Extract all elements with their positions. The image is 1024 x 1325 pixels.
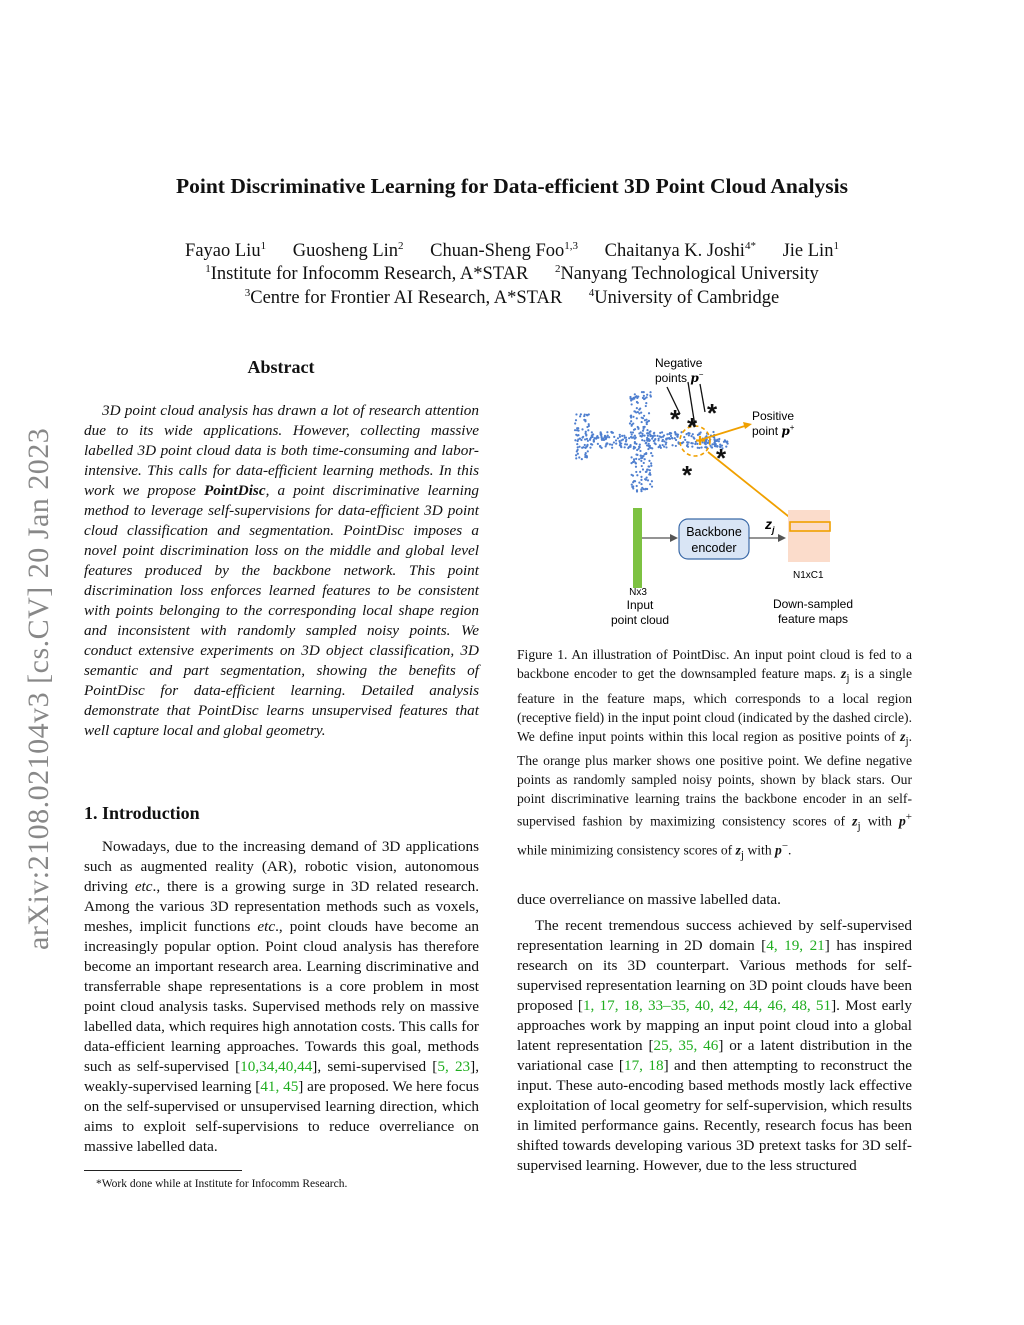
point: [587, 429, 589, 431]
point: [638, 448, 640, 450]
citation-link[interactable]: 10,34,40,44: [240, 1058, 313, 1075]
point: [606, 436, 608, 438]
point: [647, 440, 649, 442]
point: [597, 443, 599, 445]
point: [718, 438, 720, 440]
author-list: [0, 240, 1024, 262]
point: [690, 442, 692, 444]
point: [619, 436, 621, 438]
point: [712, 431, 714, 433]
point: [658, 446, 660, 448]
point: [645, 419, 647, 421]
point: [632, 485, 634, 487]
point: [629, 446, 631, 448]
point: [666, 433, 668, 435]
star-icon: *: [687, 412, 698, 442]
point: [642, 468, 644, 470]
point: [649, 483, 651, 485]
point: [705, 443, 707, 445]
paper-title: Point Discriminative Learning for Data-efficient 3D Point Cloud Analysis: [175, 174, 849, 198]
point: [710, 446, 712, 448]
arxiv-id: arXiv:2108.02104v3 [cs.CV] 20 Jan 2023: [22, 427, 55, 950]
point: [671, 444, 673, 446]
feature-map: [788, 510, 830, 562]
point: [643, 434, 645, 436]
point: [633, 448, 635, 450]
point: [651, 447, 653, 449]
point: [686, 445, 688, 447]
point: [696, 443, 698, 445]
point: [640, 476, 642, 478]
point: [638, 482, 640, 484]
point: [580, 413, 582, 415]
point: [624, 446, 626, 448]
point: [641, 421, 643, 423]
citation-link[interactable]: 41, 45: [260, 1078, 299, 1095]
point: [589, 447, 591, 449]
point: [639, 471, 641, 473]
affiliations-line2: [0, 287, 1024, 309]
point: [620, 446, 622, 448]
affiliation: $^3$Centre for Frontier AI Research, A*STAR: [244, 287, 563, 309]
point: [635, 453, 637, 455]
point: [632, 461, 634, 463]
point: [661, 431, 663, 433]
point: [587, 450, 589, 452]
point: [641, 465, 643, 467]
point: [646, 394, 648, 396]
point: [653, 439, 655, 441]
point: [629, 422, 631, 424]
arxiv-stamp: [22, 427, 62, 990]
point: [697, 447, 699, 449]
point: [625, 437, 627, 439]
point: [649, 474, 651, 476]
point: [635, 458, 637, 460]
point: [657, 439, 659, 441]
negative-label-2: points p−: [655, 370, 704, 385]
point: [591, 443, 593, 445]
point: [591, 431, 593, 433]
point: [621, 435, 623, 437]
svg-text:Backbone: Backbone: [686, 525, 742, 539]
point: [617, 437, 619, 439]
point: [631, 474, 633, 476]
point: [611, 444, 613, 446]
point: [613, 441, 615, 443]
point: [639, 435, 641, 437]
point: [577, 446, 579, 448]
point: [646, 469, 648, 471]
abstract-heading: Abstract: [247, 357, 315, 377]
intro-paragraph-1: Nowadays, due to the increasing demand of 3D applications such as augmented reality (AR), robotic vision, autonomous driving etc., there is a growing surge in 3D related research. Among the various 3D representation methods such as voxels, meshes, implicit functions etc., point clouds have become an increasingly popular option. Point cloud analysis has therefore become an important research area. Learning discriminative and transferrable shape representations is a core problem in most point cloud analysis tasks. Supervised methods rely on massive labelled data, which requires high annotation costs. This calls for data-efficient learning approaches. Towards this goal, methods such as self-supervised [10,34,40,44], semi-supervised [5, 23], weakly-supervised learning [41, 45] are proposed. We here focus on the self-supervised or unsupervised learning direction, which aims to exploit self-supervisions to reduce overreliance on massive labelled data.: [84, 838, 480, 1155]
point: [637, 395, 639, 397]
point: [645, 452, 647, 454]
author: Chuan-Sheng Foo$^{1,3}$: [430, 240, 579, 262]
svg-text:encoder: encoder: [691, 541, 737, 555]
point: [656, 435, 658, 437]
point: [636, 407, 638, 409]
point: [632, 431, 634, 433]
point: [574, 422, 576, 424]
point: [649, 435, 651, 437]
point: [647, 448, 649, 450]
point: [639, 450, 641, 452]
point: [631, 424, 633, 426]
point: [644, 397, 646, 399]
point: [611, 431, 613, 433]
point: [585, 434, 587, 436]
point: [651, 486, 653, 488]
point: [631, 484, 633, 486]
point: [587, 440, 589, 442]
point: [659, 432, 661, 434]
point: [630, 420, 632, 422]
point: [631, 433, 633, 435]
point: [576, 429, 578, 431]
intro-paragraph-2: duce overreliance on massive labelled data. The recent tremendous success achieved by self-supervised representation learning in 2D domain [4, 19, 21] has inspired research on its 3D counterpart. Various methods for self-supervised representation learning on 3D point clouds have been proposed [1, 17, 18, 33–35, 40, 42, 44, 46, 48, 51]. Most early approaches work by mapping an input point cloud into a global latent representation [25, 35, 46] or a latent distribution in the variational case [17, 18] and then attempting to reconstruct the input. These auto-encoding based methods mostly lack effective exploitation of local geometry for self-supervision, which results in limited performance gains. Recently, research focus has been shifted towards developing various 3D pretext tasks for 3D self-supervised learning. However, due to the less structured: [517, 891, 912, 1174]
point: [584, 454, 586, 456]
point: [665, 443, 667, 445]
point: [576, 443, 578, 445]
point: [651, 480, 653, 482]
point: [713, 438, 715, 440]
point: [684, 439, 686, 441]
point: [670, 435, 672, 437]
author: Jie Lin$^1$: [782, 240, 839, 262]
author: Chaitanya K. Joshi$^{4*}$: [604, 240, 756, 262]
point: [625, 440, 627, 442]
point: [632, 398, 634, 400]
point: [650, 462, 652, 464]
affiliation: $^2$Nanyang Technological University: [554, 263, 819, 285]
star-icon: *: [707, 398, 718, 428]
affiliation: $^4$University of Cambridge: [588, 287, 780, 309]
point: [701, 441, 703, 443]
point: [600, 433, 602, 435]
point: [646, 437, 648, 439]
point: [584, 444, 586, 446]
point: [659, 435, 661, 437]
point: [643, 395, 645, 397]
point: [636, 417, 638, 419]
point: [675, 445, 677, 447]
citation-link[interactable]: 17, 18: [623, 1057, 664, 1074]
point: [577, 453, 579, 455]
point: [661, 440, 663, 442]
point: [632, 487, 634, 489]
zj-label: $z_j$: [765, 516, 775, 535]
point: [606, 442, 608, 444]
point: [646, 429, 648, 431]
point: [716, 440, 718, 442]
point: [575, 454, 577, 456]
point: [622, 438, 624, 440]
point: [584, 456, 586, 458]
point: [677, 436, 679, 438]
point: [640, 483, 642, 485]
point: [645, 479, 647, 481]
point: [643, 440, 645, 442]
point: [649, 430, 651, 432]
point: [683, 436, 685, 438]
svg-text:Down-sampled: Down-sampled: [772, 597, 854, 611]
citation-link[interactable]: 5, 23: [437, 1058, 471, 1075]
point: [707, 442, 709, 444]
point: [648, 420, 650, 422]
svg-text:feature maps: feature maps: [777, 612, 849, 626]
point: [640, 412, 642, 414]
point: [638, 458, 640, 460]
point: [639, 444, 641, 446]
point: [700, 446, 702, 448]
point: [671, 437, 673, 439]
point: [635, 471, 637, 473]
citation-link[interactable]: 25, 35, 46: [653, 1037, 719, 1054]
point: [634, 428, 636, 430]
author: Guosheng Lin$^2$: [292, 240, 404, 262]
point: [619, 434, 621, 436]
author: Fayao Liu$^1$: [185, 240, 267, 262]
point: [655, 443, 657, 445]
point: [647, 435, 649, 437]
point: [680, 431, 682, 433]
point: [586, 445, 588, 447]
point: [646, 488, 648, 490]
point: [628, 437, 630, 439]
point: [674, 437, 676, 439]
point: [611, 447, 613, 449]
input-point-cloud-bar: [633, 508, 642, 588]
point: [618, 440, 620, 442]
point: [649, 445, 651, 447]
star-icon: *: [670, 404, 681, 434]
point: [581, 458, 583, 460]
abstract-body: 3D point cloud analysis has drawn a lot of research attention due to its wide applications. However, collecting massive labelled 3D point cloud data is both time-consuming and labor-intensive. This calls for data-efficient learning methods. In this work we propose PointDisc, a point discriminative learning method to leverage self-supervisions for data-efficient 3D point cloud classification and segmentation. PointDisc imposes a novel point discrimination loss on the middle and global level features produced by the backbone network. This point discrimination loss enforces learned features to be consistent with points belonging to the corresponding local shape region and inconsistent with randomly sampled noisy points. We conduct extensive experiments on 3D object classification, 3D semantic and part segmentation, showing the benefits of PointDisc for data-efficient learning. Detailed analysis demonstrate that PointDisc learns unsupervised features that well capture local and global geometry.: [84, 402, 480, 739]
svg-text:Input: Input: [626, 598, 654, 612]
point: [694, 443, 696, 445]
point: [581, 428, 583, 430]
point: [586, 414, 588, 416]
point: [638, 446, 640, 448]
point: [629, 396, 631, 398]
point: [653, 432, 655, 434]
point: [644, 458, 646, 460]
point: [698, 432, 700, 434]
point: [575, 419, 577, 421]
figure-1: [560, 352, 880, 632]
point: [574, 439, 576, 441]
point: [639, 407, 641, 409]
point: [648, 412, 650, 414]
point: [634, 461, 636, 463]
point: [649, 394, 651, 396]
point: [648, 465, 650, 467]
point: [640, 490, 642, 492]
point: [579, 438, 581, 440]
point: [691, 446, 693, 448]
point: [584, 438, 586, 440]
point: [640, 460, 642, 462]
citation-link[interactable]: 4, 19, 21: [766, 937, 825, 954]
point: [651, 455, 653, 457]
negative-label: Negative: [655, 356, 703, 370]
point: [665, 446, 667, 448]
point: [650, 465, 652, 467]
point: [613, 436, 615, 438]
point: [640, 457, 642, 459]
point: [646, 432, 648, 434]
point: [575, 457, 577, 459]
point: [669, 438, 671, 440]
point: [648, 460, 650, 462]
point: [646, 421, 648, 423]
positive-label: Positive: [752, 409, 795, 423]
point: [608, 436, 610, 438]
point: [606, 431, 608, 433]
point: [615, 443, 617, 445]
point: [634, 442, 636, 444]
point: [630, 456, 632, 458]
point: [632, 436, 634, 438]
svg-text:N1xC1: N1xC1: [793, 570, 824, 581]
point: [641, 417, 643, 419]
point: [605, 445, 607, 447]
point: [591, 434, 593, 436]
point: [582, 446, 584, 448]
point: [582, 436, 584, 438]
svg-text:Nx3: Nx3: [629, 587, 647, 598]
point: [633, 458, 635, 460]
figure-caption: Figure 1. An illustration of PointDisc. An input point cloud is fed to a backbone encoder to get the downsampled feature maps. $z_j$ is a single feature in the feature maps, which corresponds to a local region (receptive field) in the input point cloud (indicated by the dashed circle). We define input points within this local region as positive points of $z_j$. The orange plus marker shows one positive point. We define negative points as randomly sampled noisy points, shown by black stars. Our point discriminative learning trains the backbone encoder in an self-supervised fashion by maximizing consistency scores of $z_j$ with p+ while minimizing consistency scores of $z_j$ with p−.: [517, 647, 912, 861]
point: [635, 466, 637, 468]
point: [643, 462, 645, 464]
point: [589, 438, 591, 440]
point: [649, 439, 651, 441]
point: [634, 393, 636, 395]
point: [642, 426, 644, 428]
point: [662, 444, 664, 446]
point: [652, 436, 654, 438]
point: [596, 435, 598, 437]
point: [624, 443, 626, 445]
point: [586, 426, 588, 428]
affiliation: $^1$Institute for Infocomm Research, A*STAR: [205, 263, 529, 285]
point: [636, 485, 638, 487]
point: [650, 452, 652, 454]
positive-label-2: point p+: [752, 423, 795, 438]
point: [631, 403, 633, 405]
point: [663, 440, 665, 442]
point: [601, 439, 603, 441]
point: [636, 490, 638, 492]
point: [645, 402, 647, 404]
point: [649, 469, 651, 471]
point: [636, 474, 638, 476]
point: [643, 415, 645, 417]
point: [620, 442, 622, 444]
point: [579, 415, 581, 417]
point: [638, 432, 640, 434]
point: [640, 479, 642, 481]
point: [599, 445, 601, 447]
point: [648, 443, 650, 445]
point: [637, 402, 639, 404]
point: [641, 391, 643, 393]
point: [645, 442, 647, 444]
point: [593, 440, 595, 442]
point: [634, 435, 636, 437]
point: [633, 410, 635, 412]
feature-zj: [790, 522, 830, 531]
star-icon: *: [716, 443, 727, 473]
airplane-point-cloud: [574, 391, 729, 493]
point: [601, 447, 603, 449]
point: [575, 413, 577, 415]
point: [718, 440, 720, 442]
point: [584, 419, 586, 421]
point: [632, 416, 634, 418]
point: [724, 439, 726, 441]
point: [609, 443, 611, 445]
point: [630, 416, 632, 418]
point: [645, 471, 647, 473]
point: [637, 428, 639, 430]
point: [627, 447, 629, 449]
citation-link[interactable]: 1, 17, 18, 33–35, 40, 42, 44, 46, 48, 51: [582, 997, 832, 1014]
point: [630, 431, 632, 433]
point: [584, 413, 586, 415]
footnote-rule: [84, 1170, 242, 1171]
point: [577, 449, 579, 451]
point: [647, 479, 649, 481]
point: [615, 439, 617, 441]
point: [642, 488, 644, 490]
point: [575, 434, 577, 436]
point: [578, 456, 580, 458]
footnote: *Work done while at Institute for Infocomm Research.: [96, 1178, 348, 1190]
star-icon: *: [682, 460, 693, 490]
point: [633, 480, 635, 482]
point: [649, 391, 651, 393]
point: [646, 477, 648, 479]
point: [642, 430, 644, 432]
point: [630, 436, 632, 438]
point: [642, 397, 644, 399]
point: [660, 447, 662, 449]
intro-heading: 1. Introduction: [84, 803, 200, 823]
point: [641, 455, 643, 457]
svg-text:point cloud: point cloud: [610, 613, 670, 627]
point: [623, 435, 625, 437]
point: [645, 405, 647, 407]
point: [662, 436, 664, 438]
point: [711, 443, 713, 445]
point: [576, 427, 578, 429]
point: [574, 429, 576, 431]
point: [641, 439, 643, 441]
affiliations-line1: [0, 263, 1024, 285]
